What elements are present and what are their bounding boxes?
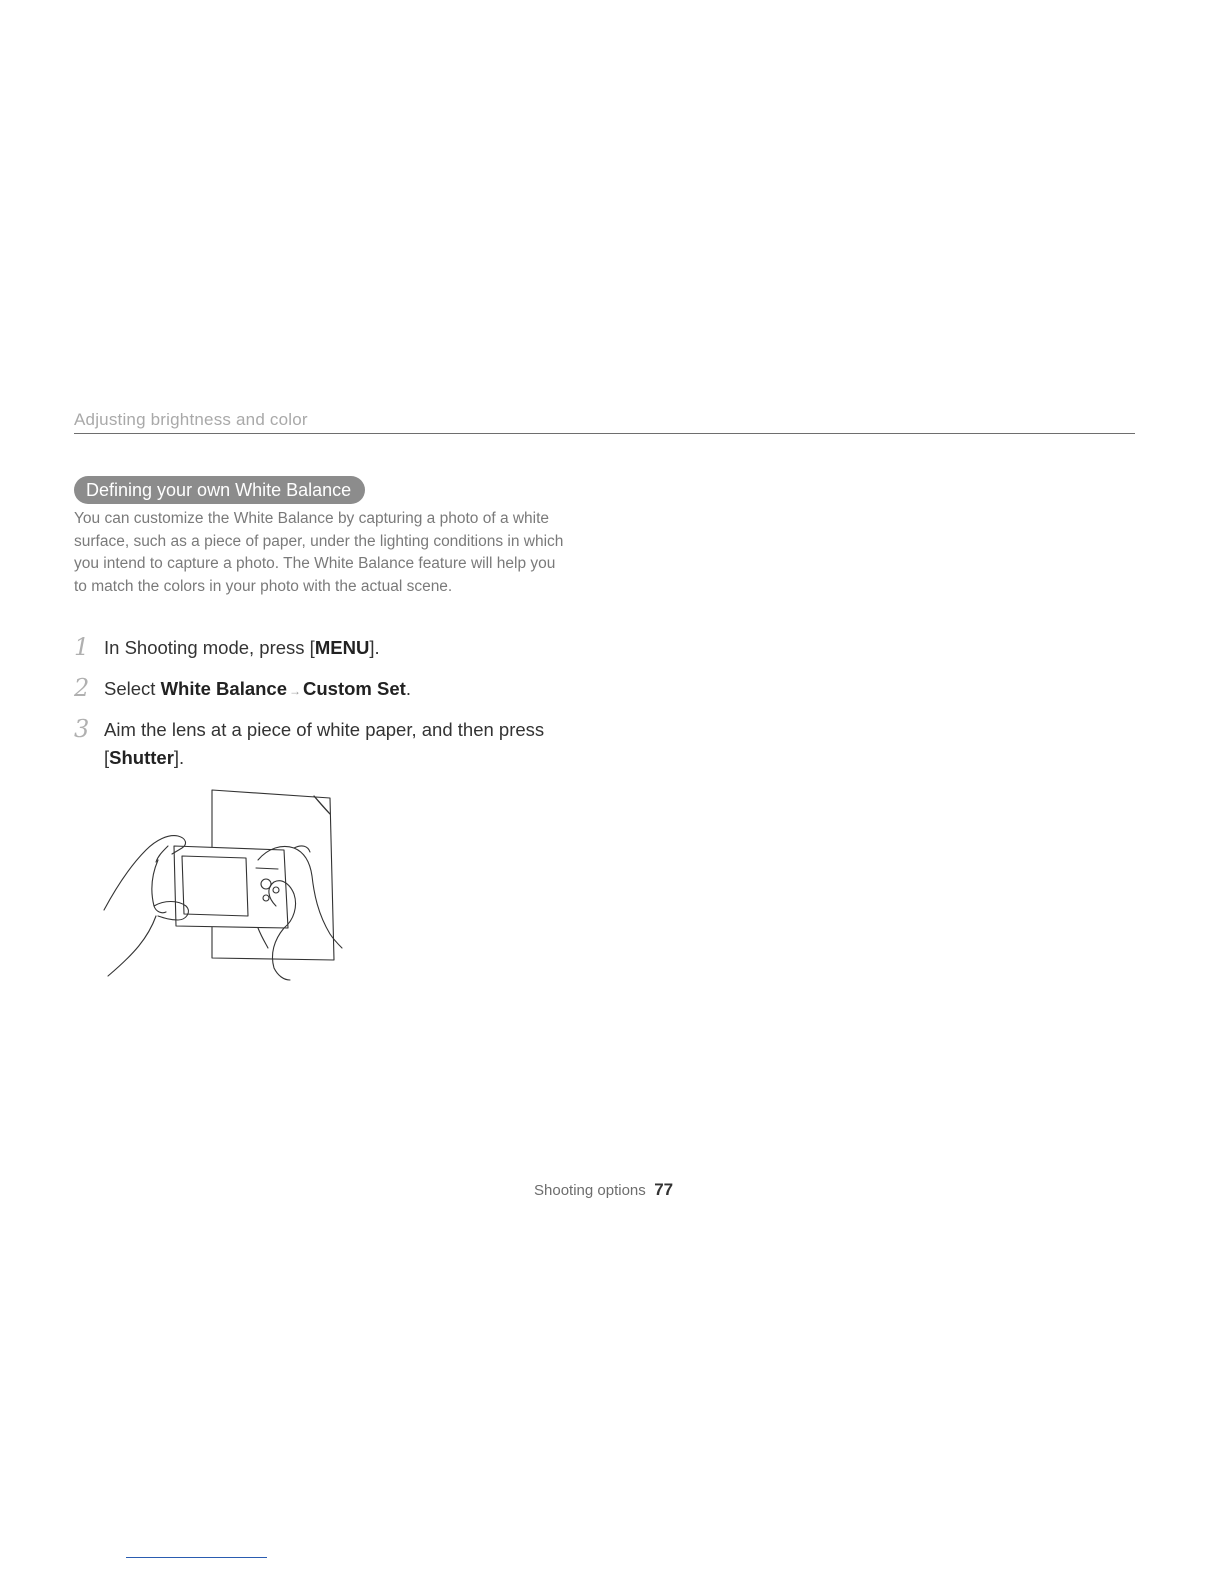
step-text [104, 716, 564, 772]
page-footer [534, 1180, 673, 1200]
step-number: 2 [74, 674, 90, 702]
arrow-right-icon: → [289, 684, 302, 698]
menu-button-label: MENU [314, 637, 370, 658]
step-text-part: In Shooting mode, press [ [104, 637, 315, 658]
step-text-part: ]. [369, 637, 380, 658]
option-custom-set: Custom Set [303, 678, 406, 699]
option-white-balance: White Balance [160, 678, 288, 699]
header-divider [74, 433, 1135, 434]
step-number: 3 [74, 715, 90, 743]
step-text [104, 634, 564, 662]
shutter-button-label: Shutter [109, 747, 174, 768]
camera-white-paper-illustration [98, 788, 358, 984]
section-title: Adjusting brightness and color [74, 410, 308, 429]
step-text-part: Select [104, 678, 161, 699]
bottom-link-underline [126, 1557, 267, 1558]
section-heading-badge: Defining your own White Balance [74, 476, 365, 504]
footer-chapter-label: Shooting options [534, 1182, 646, 1199]
step-text-part: Aim the lens at a piece of white paper, and then press [ [104, 719, 545, 768]
step-text-part: . [405, 678, 411, 699]
step-number: 1 [74, 633, 90, 661]
intro-paragraph: You can customize the White Balance by capturing a photo of a white surface, such as a piece of paper, under the lighting conditions in which you intend to capture a photo. The White Balance feature will help you to match the colors in your photo with the actual scene. [74, 510, 564, 595]
page-number: 77 [654, 1180, 674, 1199]
step-text-part: ]. [173, 747, 185, 768]
step-text [104, 675, 564, 705]
